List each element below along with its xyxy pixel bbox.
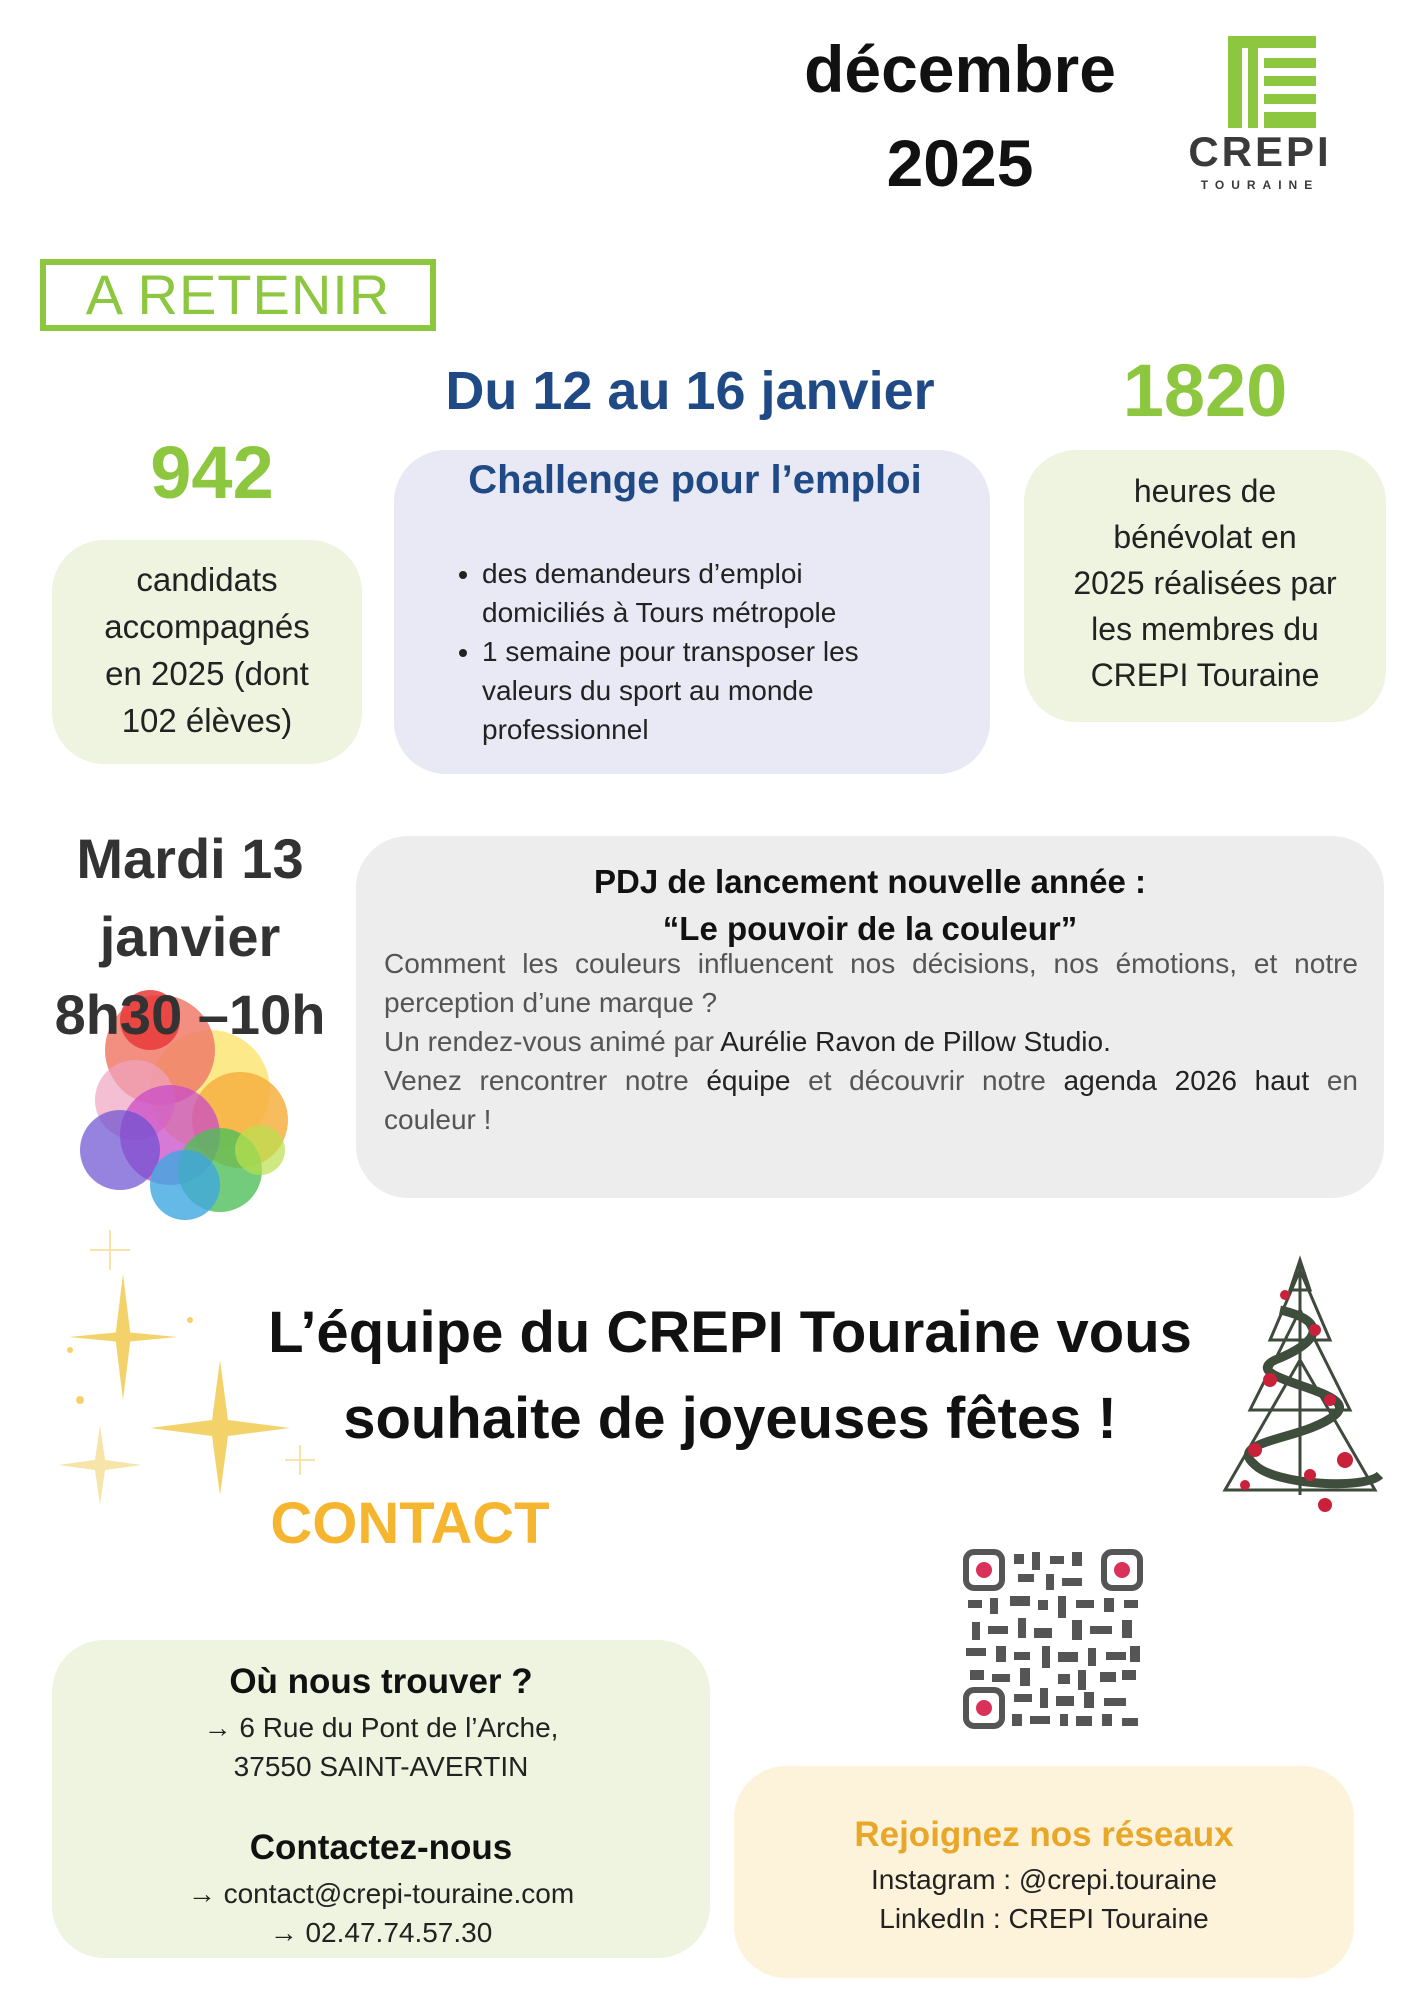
christmas-tree-icon [1215,1250,1385,1520]
instagram-link[interactable]: Instagram : @crepi.touraine [871,1864,1217,1895]
month-label: décembre [804,32,1116,106]
logo-name: CREPI [1188,128,1332,175]
challenge-title: Challenge pour l’emploi [468,458,922,502]
hours-line: bénévolat en [1113,519,1297,555]
event-date-line: 8h30 –10h [54,983,326,1046]
email-link[interactable]: → contact@crepi-touraine.com [187,1878,575,1909]
hours-number: 1820 [1122,349,1288,432]
candidates-line: 102 élèves) [121,702,293,739]
hours-line: CREPI Touraine [1090,657,1320,693]
address-line: → 6 Rue du Pont de l’Arche, [203,1712,559,1743]
list-item: • des demandeurs d’emploi domiciliés à Tours métropole [482,554,1022,632]
greeting-line: souhaite de joyeuses fêtes ! [343,1386,1117,1451]
contact-card [52,1640,710,1958]
candidates-line: candidats [136,561,278,598]
phone-link[interactable]: → 02.47.74.57.30 [269,1917,493,1948]
crepi-logo-mark [1228,36,1316,128]
year-label: 2025 [886,126,1034,200]
season-greetings [190,1290,1270,1462]
challenge-date: Du 12 au 16 janvier [445,361,935,421]
greeting-line: L’équipe du CREPI Touraine vous [268,1300,1192,1365]
list-item: • 1 semaine pour transposer les valeurs du sport au monde professionnel [482,632,1022,749]
event-description: Comment les couleurs influencent nos décisions, nos émotions, et notre perception d’une marque ? Un rendez-vous animé par Aurélie Ravon de Pillow Studio. Venez rencontrer notre équipe et découvrir notre agenda 2026 haut en couleur ! [384,948,1358,1135]
logo-subtitle: TOURAINE [1200,178,1320,192]
contact-heading: CONTACT [270,1491,550,1556]
candidates-line: accompagnés [104,608,310,645]
hours-card [1024,450,1386,722]
hours-line: heures de [1133,473,1277,509]
address-line: 37550 SAINT-AVERTIN [233,1751,529,1782]
candidates-card [52,540,362,764]
social-card [734,1766,1354,1978]
hours-line: les membres du [1091,611,1319,647]
retenir-label: A RETENIR [40,259,436,331]
contact-title: Contactez-nous [249,1828,513,1867]
hours-line: 2025 réalisées par [1073,565,1337,601]
linkedin-link[interactable]: LinkedIn : CREPI Touraine [879,1903,1209,1934]
challenge-list [448,554,1022,749]
candidates-number: 942 [150,431,274,514]
event-title: PDJ de lancement nouvelle année : “Le pouvoir de la couleur” [593,863,1146,947]
social-title: Rejoignez nos réseaux [854,1815,1234,1854]
event-date-line: Mardi 13 [76,827,304,890]
candidates-line: en 2025 (dont [105,655,309,692]
where-title: Où nous trouver ? [229,1662,533,1701]
newsletter-month-year [740,22,1180,210]
qr-code[interactable] [962,1548,1144,1730]
event-date-line: janvier [99,905,281,968]
event-date [20,820,360,1054]
